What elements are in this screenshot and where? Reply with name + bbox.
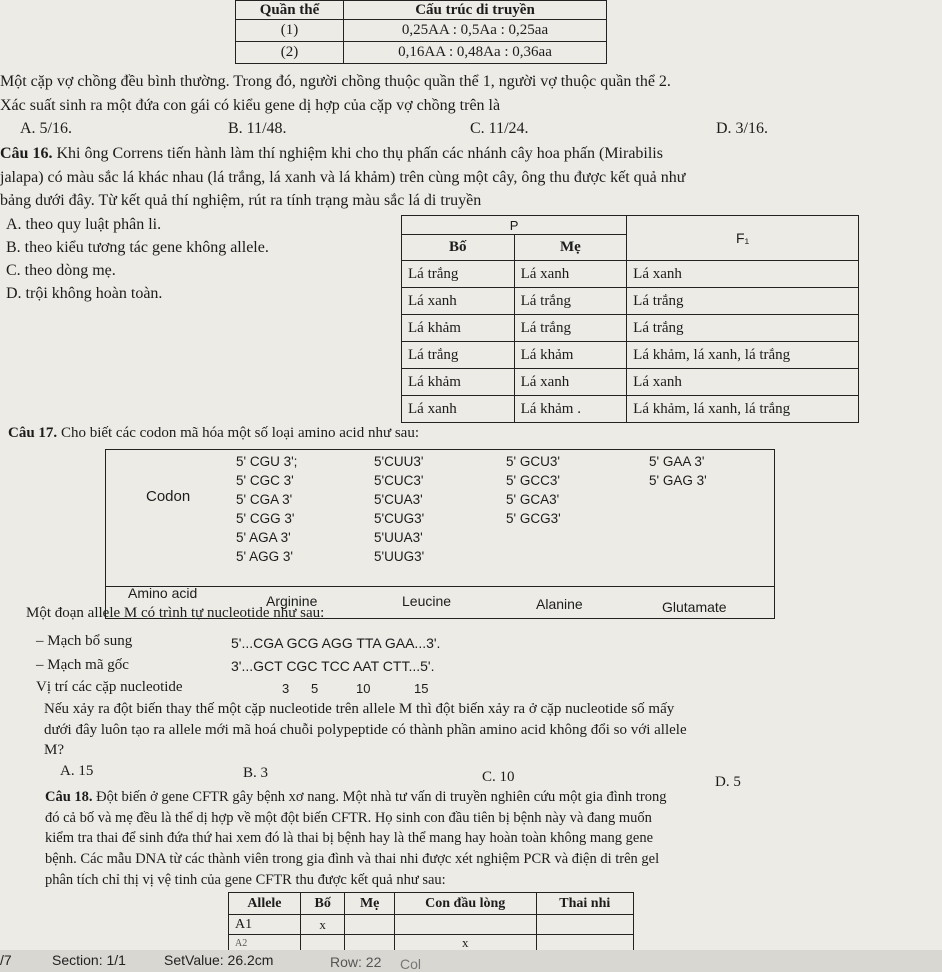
q17-intro	[8, 424, 419, 442]
codon: 5' GCU3'	[506, 454, 560, 469]
f1-cell: Lá xanh	[627, 261, 859, 288]
q18-line3: kiểm tra thai để sinh đứa thứ hai xem đó là thai bị bệnh hay là thể mang hay hoàn toàn không mang gene	[45, 830, 654, 846]
q16-text1: Khi ông Correns tiến hành làm thí nghiệm khi cho thụ phấn các nhánh cây hoa phấn (Mirabilis	[56, 145, 663, 162]
population-table	[235, 0, 607, 64]
amino-glutamate: Glutamate	[662, 599, 727, 615]
father-cell: Lá xanh	[402, 288, 515, 315]
status-row: Row: 22	[330, 954, 382, 970]
codon: 5'UUA3'	[374, 530, 423, 545]
father-mark	[300, 935, 345, 952]
child-mark	[394, 915, 536, 935]
codon: 5' GAA 3'	[649, 454, 705, 469]
amino-arginine: Arginine	[266, 593, 318, 609]
q17-text3: M?	[44, 742, 64, 758]
q17-option-d: D. 5	[715, 774, 741, 790]
p-header: P	[402, 216, 627, 235]
status-page: /7	[0, 952, 12, 968]
father-header: Bố	[402, 235, 515, 261]
q15-option-a: A. 5/16.	[20, 120, 72, 137]
codon: 5' AGA 3'	[236, 530, 291, 545]
header-fetus: Thai nhi	[536, 893, 633, 915]
strand1-label: – Mạch bổ sung	[36, 633, 133, 649]
mother-cell: Lá trắng	[514, 288, 627, 315]
f1-cell: Lá trắng	[627, 315, 859, 342]
q18-line2: đó cả bố và mẹ đều là thể dị hợp về một đột biến CFTR. Họ sinh con đầu tiên bị bệnh này và đang muốn	[45, 810, 652, 826]
q18-line1	[45, 788, 666, 806]
codon-col-glu	[649, 452, 707, 490]
population-1: (1)	[236, 20, 344, 42]
q17-option-b: B. 3	[243, 765, 269, 781]
q16-option-b: B. theo kiểu tương tác gene không allele.	[6, 239, 269, 256]
header-mother: Mẹ	[345, 893, 394, 915]
position-5: 5	[311, 681, 319, 696]
q16-option-a: A. theo quy luật phân li.	[6, 216, 162, 233]
father-cell: Lá khảm	[402, 369, 515, 396]
mother-cell: Lá trắng	[514, 315, 627, 342]
father-mark: x	[300, 915, 345, 935]
mother-mark	[345, 915, 394, 935]
mother-cell: Lá khảm	[514, 342, 627, 369]
fetus-mark	[536, 915, 633, 935]
q17-text1: Nếu xảy ra đột biến thay thế một cặp nucleotide trên allele M thì đột biến xảy ra ở cặp nucleotide số mấy	[44, 701, 675, 717]
header-father: Bố	[300, 893, 345, 915]
codon: 5'UUG3'	[374, 549, 425, 564]
codon: 5' CGC 3'	[236, 473, 294, 488]
mother-cell: Lá khảm .	[514, 396, 627, 423]
codon-table	[105, 449, 775, 619]
codon: 5'CUG3'	[374, 511, 425, 526]
codon: 5' GCA3'	[506, 492, 560, 507]
header-population: Quần thể	[236, 1, 344, 20]
q16-label: Câu 16.	[0, 145, 53, 162]
father-cell: Lá khảm	[402, 315, 515, 342]
allele-line: Một đoạn allele M có trình tự nucleotide như sau:	[26, 605, 325, 621]
position-3: 3	[282, 681, 290, 696]
mother-cell: Lá xanh	[514, 261, 627, 288]
q15-text-line2: Xác suất sinh ra một đứa con gái có kiểu gene dị hợp của cặp vợ chồng trên là	[0, 97, 501, 114]
codon-col-leu	[374, 452, 424, 566]
q18-label: Câu 18.	[45, 789, 93, 805]
q17-option-c: C. 10	[482, 769, 515, 785]
codon: 5'CUC3'	[374, 473, 424, 488]
fetus-mark	[536, 935, 633, 952]
position-10: 10	[356, 681, 371, 696]
amino-alanine: Alanine	[536, 596, 583, 612]
q16-line3: bảng dưới đây. Từ kết quả thí nghiệm, rút ra tính trạng màu sắc lá di truyền	[0, 192, 482, 209]
amino-acid-label: Amino acid	[128, 585, 198, 601]
allele-a2: A2	[229, 935, 301, 952]
q16-line2: jalapa) có màu sắc lá khác nhau (lá trắng, lá xanh và lá khảm) trên cùng một cây, ông thu được kết quả như	[0, 169, 686, 186]
q15-text-line1: Một cặp vợ chồng đều bình thường. Trong đó, người chồng thuộc quần thể 1, người vợ thuộc quần thể 2.	[0, 73, 671, 90]
codon: 5' GCC3'	[506, 473, 560, 488]
q15-option-c: C. 11/24.	[470, 120, 529, 137]
status-setvalue: SetValue: 26.2cm	[164, 952, 274, 968]
f1-cell: Lá trắng	[627, 288, 859, 315]
father-cell: Lá trắng	[402, 342, 515, 369]
child-mark: x	[394, 935, 536, 952]
q17-intro-text: Cho biết các codon mã hóa một số loại amino acid như sau:	[60, 425, 419, 441]
codon: 5' CGU 3';	[236, 454, 298, 469]
codon: 5' GAG 3'	[649, 473, 707, 488]
q15-option-d: D. 3/16.	[716, 120, 768, 137]
q17-option-a: A. 15	[60, 763, 94, 779]
cftr-table	[228, 892, 634, 952]
structure-2: 0,16AA : 0,48Aa : 0,36aa	[344, 42, 607, 64]
codon-label: Codon	[146, 488, 191, 505]
strand1-seq: 5'...CGA GCG AGG TTA GAA...3'.	[231, 635, 441, 651]
f1-cell: Lá xanh	[627, 369, 859, 396]
mother-cell: Lá xanh	[514, 369, 627, 396]
q15-option-b: B. 11/48.	[228, 120, 287, 137]
header-allele: Allele	[229, 893, 301, 915]
codon: 5' CGA 3'	[236, 492, 293, 507]
q18-line4: bệnh. Các mẫu DNA từ các thành viên trong gia đình và thai nhi được xét nghiệm PCR và điện di trên gel	[45, 851, 660, 867]
codon: 5'CUU3'	[374, 454, 424, 469]
codon: 5'CUA3'	[374, 492, 423, 507]
codon: 5' CGG 3'	[236, 511, 295, 526]
header-genetic-structure: Cấu trúc di truyền	[344, 1, 607, 20]
q16-option-c: C. theo dòng mẹ.	[6, 262, 116, 279]
q18-line5: phân tích chỉ thị vị vệ tinh của gene CFTR thu được kết quả như sau:	[45, 872, 446, 888]
mother-header: Mẹ	[514, 235, 627, 261]
status-section: Section: 1/1	[52, 952, 126, 968]
father-cell: Lá xanh	[402, 396, 515, 423]
q18-text1: Đột biến ở gene CFTR gây bệnh xơ nang. Một nhà tư vấn di truyền nghiên cứu một gia đình trong	[96, 789, 667, 805]
status-col: Col	[400, 956, 422, 972]
structure-1: 0,25AA : 0,5Aa : 0,25aa	[344, 20, 607, 42]
f1-cell: Lá khảm, lá xanh, lá trắng	[627, 342, 859, 369]
strand2-seq: 3'...GCT CGC TCC AAT CTT...5'.	[231, 658, 435, 674]
position-label: Vị trí các cặp nucleotide	[36, 679, 183, 695]
population-2: (2)	[236, 42, 344, 64]
position-15: 15	[414, 681, 429, 696]
codon: 5' GCG3'	[506, 511, 561, 526]
q17-label: Câu 17.	[8, 425, 58, 441]
correns-table	[401, 215, 859, 423]
codon-col-ala	[506, 452, 561, 528]
mother-mark	[345, 935, 394, 952]
amino-leucine: Leucine	[402, 593, 452, 609]
q16-line1	[0, 145, 663, 163]
strand2-label: – Mạch mã gốc	[36, 657, 129, 673]
allele-a1: A1	[229, 915, 301, 935]
codon: 5' AGG 3'	[236, 549, 293, 564]
status-bar	[0, 950, 942, 972]
f1-header: F₁	[627, 216, 859, 261]
father-cell: Lá trắng	[402, 261, 515, 288]
header-first-child: Con đầu lòng	[394, 893, 536, 915]
codon-col-arg	[236, 452, 297, 566]
q16-option-d: D. trội không hoàn toàn.	[6, 285, 163, 302]
f1-cell: Lá khảm, lá xanh, lá trắng	[627, 396, 859, 423]
q17-text2: dưới đây luôn tạo ra allele mới mã hoá chuỗi polypeptide có thành phần amino acid không đổi so với allele	[44, 722, 687, 738]
